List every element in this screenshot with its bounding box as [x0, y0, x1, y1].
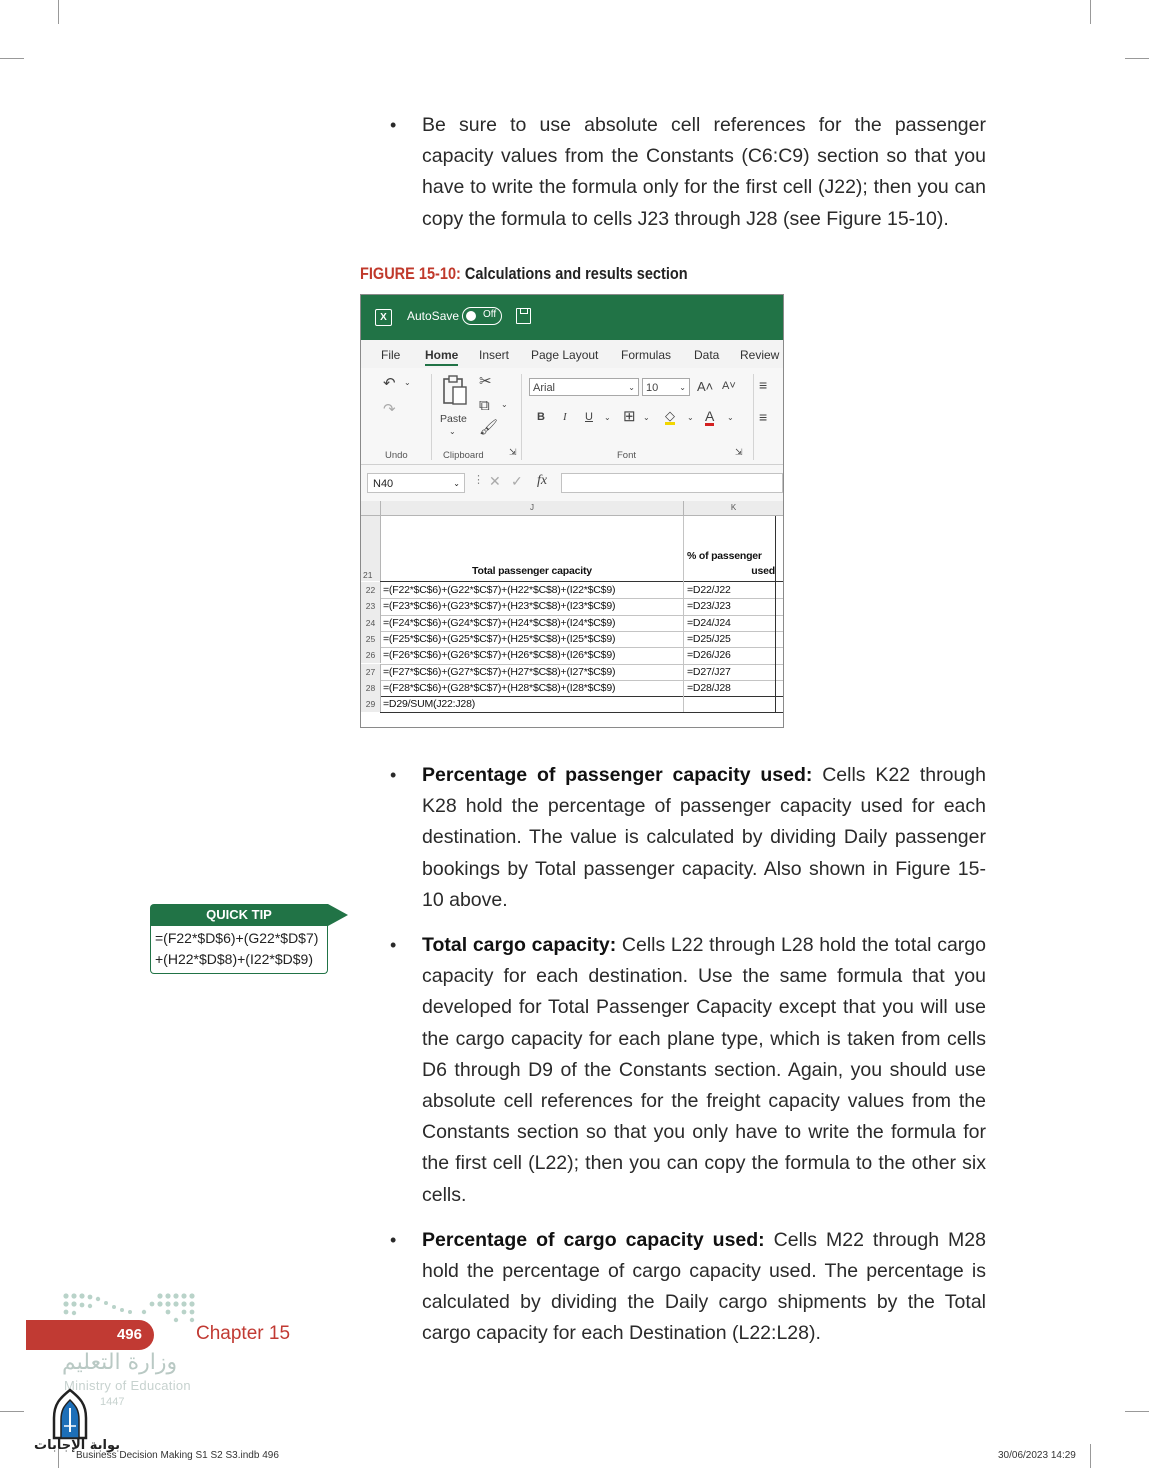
- gridline: [380, 598, 783, 599]
- undo-group-label: Undo: [385, 450, 408, 461]
- enter-icon[interactable]: ✓: [511, 473, 523, 489]
- row-header[interactable]: [361, 516, 381, 581]
- tab-data[interactable]: Data: [694, 348, 720, 362]
- crop-mark: [1125, 1411, 1149, 1412]
- row-header[interactable]: 22: [361, 582, 381, 598]
- cell-j[interactable]: =(F23*$C$6)+(G23*$C$7)+(H23*$C$8)+(I23*$C$9): [383, 600, 616, 613]
- crop-mark: [0, 58, 24, 59]
- chevron-down-icon: ⌄: [628, 383, 635, 392]
- cell-j[interactable]: =(F27*$C$6)+(G27*$C$7)+(H27*$C$8)+(I27*$C$9): [383, 665, 616, 678]
- quick-tip-body: [150, 926, 328, 974]
- insert-function-icon[interactable]: fx: [537, 473, 548, 488]
- crop-mark: [1125, 58, 1149, 59]
- gridline: [380, 631, 783, 632]
- borders-icon[interactable]: ⊞: [623, 408, 636, 425]
- bullet-dot: •: [390, 935, 397, 956]
- tab-file[interactable]: File: [381, 348, 401, 362]
- chevron-down-icon[interactable]: ⌄: [404, 378, 411, 387]
- column-header-k[interactable]: K: [684, 501, 783, 516]
- cell-k[interactable]: =D22/J22: [687, 584, 731, 596]
- bullet-term: Percentage of cargo capacity used:: [422, 1228, 765, 1251]
- bullet-text: Cells L22 through L28 hold the total cargo capacity for each destination. Use the same formula that you developed for Total Passenger Capacity except that you will use the cargo capacity for each plane type, which is taken from cells D6 through D9 of the Constants section. Again, you should use absolute cell references for the freight capacity values from the Constants section so that you only have to write the formula for the first cell (L22); then you can copy the formula to the other six cells.: [422, 934, 986, 1206]
- dialog-launcher-icon[interactable]: ⇲: [509, 447, 517, 457]
- chevron-down-icon: ⌄: [453, 479, 460, 488]
- name-box[interactable]: [367, 473, 465, 493]
- autosave-label: AutoSave: [407, 309, 460, 323]
- gridline: [380, 647, 783, 648]
- crop-mark: [0, 1411, 24, 1412]
- toggle-knob: [466, 311, 476, 321]
- tab-page-layout[interactable]: Page Layout: [531, 348, 599, 362]
- bullet-text: Be sure to use absolute cell references for the passenger capacity values from the Constants (C6:C9) section so that you have to write the formula only for the first cell (J22); then you can copy the formula to cells J23 through J28 (see Figure 15-10).: [422, 114, 986, 230]
- cell-k[interactable]: =D28/J28: [687, 681, 731, 694]
- group-separator: [753, 374, 754, 460]
- chevron-down-icon: ⌄: [679, 383, 686, 392]
- chevron-down-icon[interactable]: ⌄: [501, 400, 508, 409]
- decrease-font-icon[interactable]: A˅: [722, 380, 736, 392]
- bullet-list-bottom: [390, 760, 986, 1350]
- bullet-text: Cells M22 through M28 hold the percentage of cargo capacity used. The percentage is calculated by dividing the Daily cargo shipments by the Total cargo capacity for each Destination (L22:L28).: [422, 1228, 986, 1345]
- page-number-badge: 496: [26, 1320, 154, 1350]
- bullet-term: Percentage of passenger capacity used:: [422, 764, 813, 786]
- redo-icon[interactable]: ↷: [383, 401, 396, 418]
- font-group-label: Font: [617, 450, 637, 461]
- gridline: [380, 712, 783, 713]
- cell-k[interactable]: =D27/J27: [687, 665, 731, 678]
- align-icon[interactable]: ≡: [759, 409, 768, 425]
- tab-formulas[interactable]: Formulas: [621, 348, 672, 362]
- bullet-dot: •: [390, 765, 397, 785]
- bullet-dot: •: [390, 115, 397, 135]
- dialog-launcher-icon[interactable]: ⇲: [735, 447, 743, 457]
- more-icon: ⋮: [473, 474, 484, 486]
- tab-review[interactable]: Review: [740, 348, 780, 362]
- gridline: [380, 664, 783, 665]
- bullet-dot: •: [390, 1229, 397, 1250]
- gridline: [380, 615, 783, 616]
- font-size-value: 10: [646, 382, 659, 394]
- file-slug: Business Decision Making S1 S2 S3.indb 496: [76, 1450, 279, 1461]
- clipboard-group-label: Clipboard: [443, 450, 484, 461]
- crop-mark: [1090, 0, 1091, 24]
- site-name: بوابة الإجابات: [34, 1438, 120, 1453]
- crop-mark: [58, 0, 59, 24]
- excel-logo-icon: X: [375, 309, 392, 326]
- ribbon: [361, 368, 783, 465]
- header-cell-k-line2[interactable]: used: [751, 565, 775, 577]
- excel-title-bar: [361, 295, 783, 340]
- chevron-down-icon[interactable]: ⌄: [449, 427, 456, 436]
- group-separator: [431, 374, 432, 460]
- watermark-english: Ministry of Education: [64, 1378, 191, 1393]
- row-header[interactable]: 24: [361, 615, 381, 631]
- font-name-select[interactable]: [529, 378, 639, 396]
- undo-icon[interactable]: ↶: [383, 375, 396, 392]
- header-cell-k-line1[interactable]: % of passenger: [687, 550, 762, 562]
- row-header[interactable]: 28: [361, 680, 381, 696]
- cell-k[interactable]: =D26/J26: [687, 649, 731, 662]
- gridline: [380, 696, 783, 697]
- gridline: [775, 516, 776, 712]
- italic-button[interactable]: I: [563, 411, 567, 423]
- watermark-year: 1447: [100, 1396, 125, 1408]
- row-header[interactable]: 29: [361, 696, 381, 712]
- figure-caption: [360, 265, 688, 284]
- row-number: 21: [363, 570, 373, 580]
- cut-icon[interactable]: ✂: [479, 373, 492, 390]
- font-color-icon[interactable]: A: [705, 408, 715, 424]
- cell-j[interactable]: =(F22*$C$6)+(G22*$C$7)+(H22*$C$8)+(I22*$C$9): [383, 584, 616, 596]
- cancel-icon[interactable]: ✕: [489, 473, 501, 489]
- excel-screenshot: [360, 294, 784, 728]
- formula-bar: [361, 465, 783, 502]
- font-size-select[interactable]: [642, 378, 690, 396]
- row-header[interactable]: 23: [361, 598, 381, 614]
- gridline: [683, 516, 684, 712]
- gridline: [380, 581, 783, 582]
- chevron-down-icon[interactable]: ⌄: [604, 413, 611, 422]
- print-date: 30/06/2023 14:29: [998, 1450, 1076, 1461]
- corner-cell[interactable]: [361, 501, 381, 516]
- chevron-down-icon[interactable]: ⌄: [687, 413, 694, 422]
- autosave-toggle[interactable]: [462, 307, 502, 325]
- ribbon-tabs: [361, 340, 783, 368]
- gridline: [380, 680, 783, 681]
- row-header[interactable]: 27: [361, 664, 381, 680]
- format-painter-icon[interactable]: 🖌: [479, 419, 499, 436]
- cell-k[interactable]: =D23/J23: [687, 600, 731, 613]
- cell-j[interactable]: =(F25*$C$6)+(G25*$C$7)+(H25*$C$8)+(I25*$C$9): [383, 632, 616, 645]
- cell-k[interactable]: =D25/J25: [687, 632, 731, 645]
- cell-j[interactable]: =(F24*$C$6)+(G24*$C$7)+(H24*$C$8)+(I24*$C$9): [383, 616, 616, 629]
- worksheet-grid: [361, 501, 783, 727]
- bold-button[interactable]: B: [537, 411, 545, 423]
- toggle-state: Off: [483, 309, 497, 320]
- cell-j[interactable]: =(F26*$C$6)+(G26*$C$7)+(H26*$C$8)+(I26*$C$9): [383, 649, 616, 662]
- fill-color-icon[interactable]: ◇: [665, 408, 675, 423]
- bullet-item: [390, 930, 986, 1211]
- column-header-j[interactable]: J: [381, 501, 684, 516]
- quick-tip-line: +(H22*$D$8)+(I22*$D$9): [155, 951, 313, 967]
- crop-mark: [1090, 1444, 1091, 1468]
- quick-tip-box: [150, 904, 328, 974]
- bullet-term: Total cargo capacity:: [422, 934, 617, 957]
- cell-k[interactable]: =D24/J24: [687, 616, 731, 629]
- increase-font-icon[interactable]: A˄: [697, 379, 714, 394]
- quick-tip-line: =(F22*$D$6)+(G22*$D$7): [155, 930, 319, 946]
- chevron-down-icon[interactable]: ⌄: [727, 413, 734, 422]
- group-separator: [521, 374, 522, 460]
- chevron-down-icon[interactable]: ⌄: [643, 413, 650, 422]
- figure-title: Calculations and results section: [464, 265, 688, 283]
- bullet-text: Cells K22 through K28 hold the percentage of passenger capacity used for each destination. The value is calculated by dividing Daily passenger bookings by Total passenger capacity. Also shown in Figure 15-10 above.: [422, 764, 986, 911]
- watermark-arabic: وزارة التعليم: [62, 1350, 178, 1375]
- paste-label[interactable]: Paste: [440, 413, 467, 425]
- tab-home[interactable]: Home: [425, 348, 458, 366]
- bullet-item: [390, 1225, 986, 1350]
- font-name-value: Arial: [533, 382, 556, 394]
- bullet-list-top: [390, 110, 986, 235]
- row-header[interactable]: 25: [361, 631, 381, 647]
- tab-insert[interactable]: Insert: [479, 348, 510, 362]
- underline-button[interactable]: U: [585, 411, 593, 423]
- bullet-item: [390, 760, 986, 916]
- cell-j[interactable]: =D29/SUM(J22:J28): [383, 698, 476, 711]
- name-box-value: N40: [373, 478, 394, 490]
- header-cell-j[interactable]: Total passenger capacity: [472, 565, 592, 577]
- paste-icon[interactable]: [441, 374, 469, 406]
- copy-icon[interactable]: ⧉: [479, 397, 490, 414]
- figure-number: FIGURE 15-10:: [360, 265, 461, 283]
- align-icon[interactable]: ≡: [759, 377, 768, 393]
- row-header[interactable]: 26: [361, 647, 381, 663]
- quick-tip-title: QUICK TIP: [150, 904, 328, 926]
- save-icon[interactable]: [516, 308, 531, 324]
- formula-input[interactable]: [561, 473, 783, 493]
- bullet-item: [390, 110, 986, 235]
- cell-j[interactable]: =(F28*$C$6)+(G28*$C$7)+(H28*$C$8)+(I28*$C$9): [383, 681, 616, 694]
- portal-logo-icon: [46, 1388, 94, 1440]
- chapter-label: Chapter 15: [196, 1323, 291, 1344]
